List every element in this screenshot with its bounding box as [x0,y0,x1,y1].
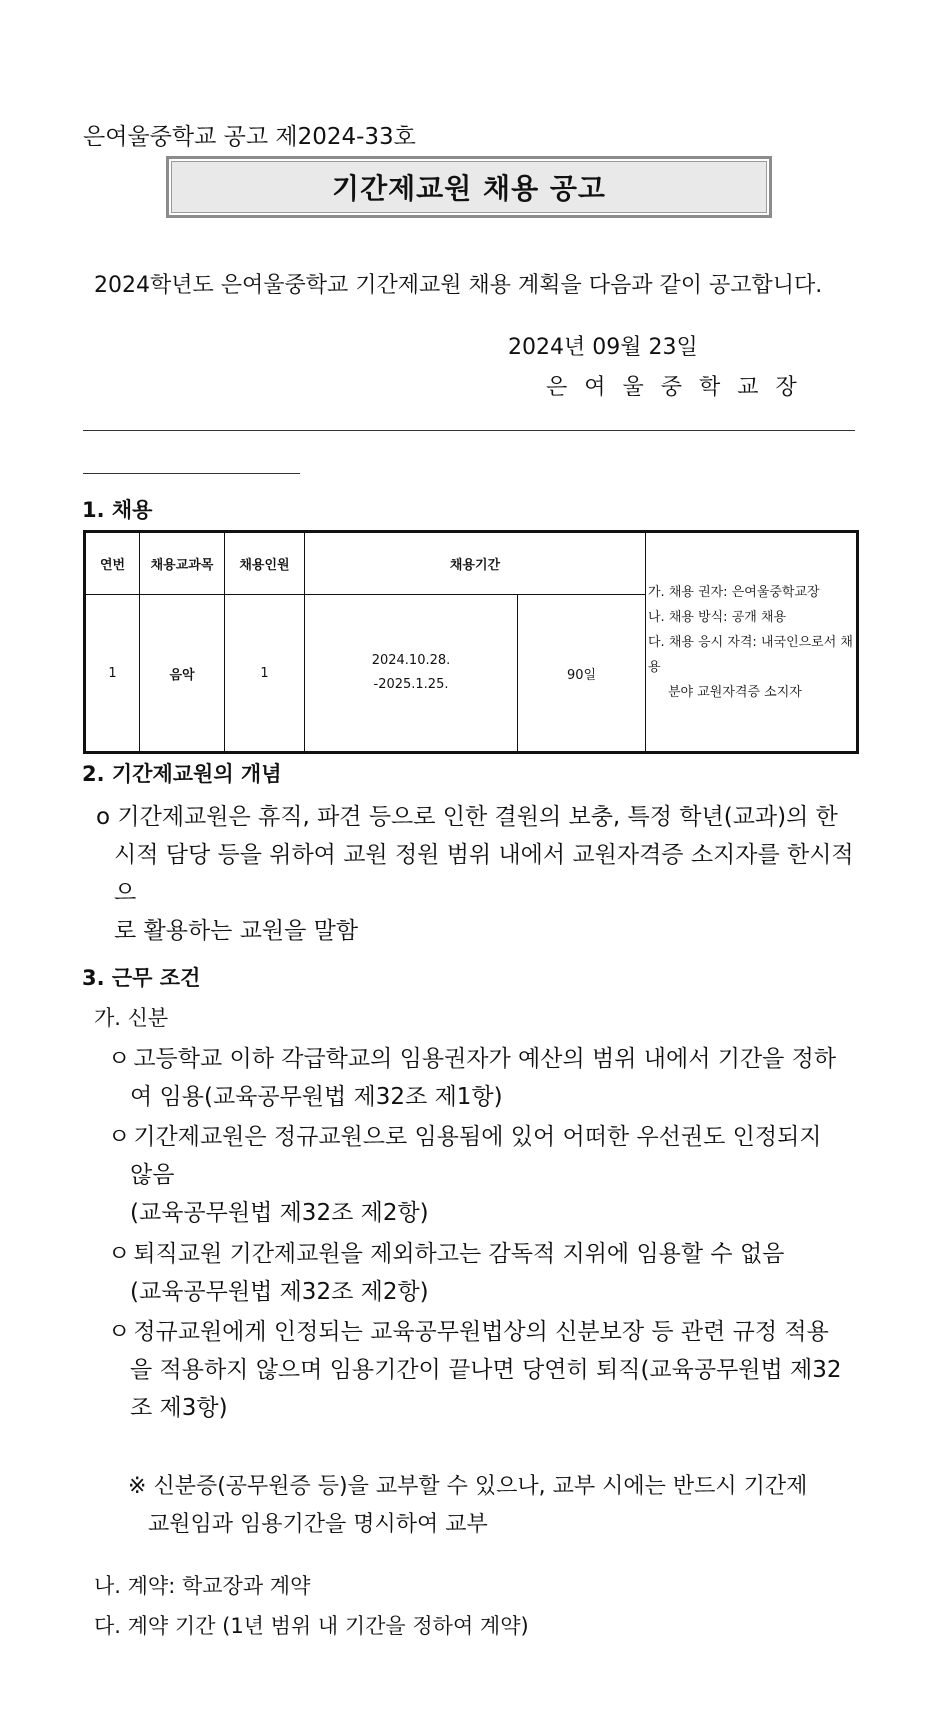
reference-mark: ※ [128,1474,147,1499]
item-text: (교육공무원법 제32조 제2항) [130,1279,429,1305]
item-text: 조 제3항) [130,1395,228,1421]
item-text: 고등학교 이하 각급학교의 임용권자가 예산의 범위 내에서 기간을 정하 [133,1046,837,1072]
concept-text: 기간제교원은 휴직, 파견 등으로 인한 결원의 보충, 특정 학년(교과)의 한 [117,804,838,830]
note-line: 분야 교원자격증 소지자 [668,684,802,700]
cell-no: 1 [85,595,140,753]
note-text: 신분증(공무원증 등)을 교부할 수 있으나, 교부 시에는 반드시 기간제 [153,1474,808,1499]
item-text: 을 적용하지 않으며 임용기간이 끝나면 당연히 퇴직(교육공무원법 제32 [130,1357,842,1383]
item-text: (교육공무원법 제32조 제2항) [130,1200,429,1226]
item-text: 기간제교원은 정규교원으로 임용됨에 있어 어떠한 우선권도 인정되지 [133,1124,822,1150]
cell-days: 90일 [518,595,646,753]
period-end: -2025.1.25. [373,677,449,692]
reference-note [128,1468,864,1544]
page-title-text: 기간제교원 채용 공고 [332,172,606,205]
item-text: 않음 [130,1162,175,1188]
bullet-marker: ㅇ [108,1319,131,1345]
divider-line-short [83,473,300,474]
note-text: 교원임과 임용기간을 명시하여 교부 [148,1512,488,1537]
cell-subject: 음악 [140,595,225,753]
note-line: 다. 채용 응시 자격: 내국인으로서 채용 [648,634,853,675]
col-header-period: 채용기간 [305,532,646,595]
item-text: 여 임용(교육공무원법 제32조 제1항) [130,1084,503,1110]
period-start: 2024.10.28. [371,653,451,668]
section-heading-concept: 2. 기간제교원의 개념 [82,762,282,786]
col-header-count: 채용인원 [225,532,305,595]
intro-text: 2024학년도 은여울중학교 기간제교원 채용 계획을 다음과 같이 공고합니다. [94,273,823,298]
cell-period [305,595,518,753]
divider-line [83,430,855,431]
section-heading-recruit: 1. 채용 [82,498,153,522]
col-header-no: 연번 [85,532,140,595]
sub-heading-contract-period: 다. 계약 기간 (1년 범위 내 기간을 정하여 계약) [94,1614,529,1638]
list-item [108,1313,862,1427]
section-heading-conditions: 3. 근무 조건 [82,966,201,990]
sub-heading-contract: 나. 계약: 학교장과 계약 [94,1574,311,1598]
notice-date: 2024년 09월 23일 [508,335,698,360]
concept-line [96,798,866,836]
recruit-notes [646,532,858,753]
bullet-marker: o [96,804,111,830]
bullet-marker: ㅇ [108,1124,131,1150]
page-title [166,156,772,218]
bullet-marker: ㅇ [108,1046,131,1072]
list-item [108,1040,862,1116]
note-line: 나. 채용 방식: 공개 채용 [648,609,787,625]
item-text: 정규교원에게 인정되는 교육공무원법상의 신분보장 등 관련 규정 적용 [133,1319,829,1345]
concept-paragraph [96,798,866,950]
issuer-name: 은 여 울 중 학 교 장 [546,375,802,400]
list-item [108,1235,862,1311]
concept-line: 로 활용하는 교원을 말함 [114,918,359,944]
concept-line: 시적 담당 등을 위하여 교원 정원 범위 내에서 교원자격증 소지자를 한시적으 [114,842,854,906]
cell-count: 1 [225,595,305,753]
bullet-marker: ㅇ [108,1241,131,1267]
list-item [108,1118,862,1232]
recruit-table [83,530,859,754]
note-line: 가. 채용 권자: 은여울중학교장 [648,584,820,600]
col-header-subject: 채용교과목 [140,532,225,595]
item-text: 퇴직교원 기간제교원을 제외하고는 감독적 지위에 임용할 수 없음 [133,1241,785,1267]
notice-number: 은여울중학교 공고 제2024-33호 [83,124,416,150]
table-header-row [85,532,858,595]
sub-heading-status: 가. 신분 [94,1006,169,1030]
